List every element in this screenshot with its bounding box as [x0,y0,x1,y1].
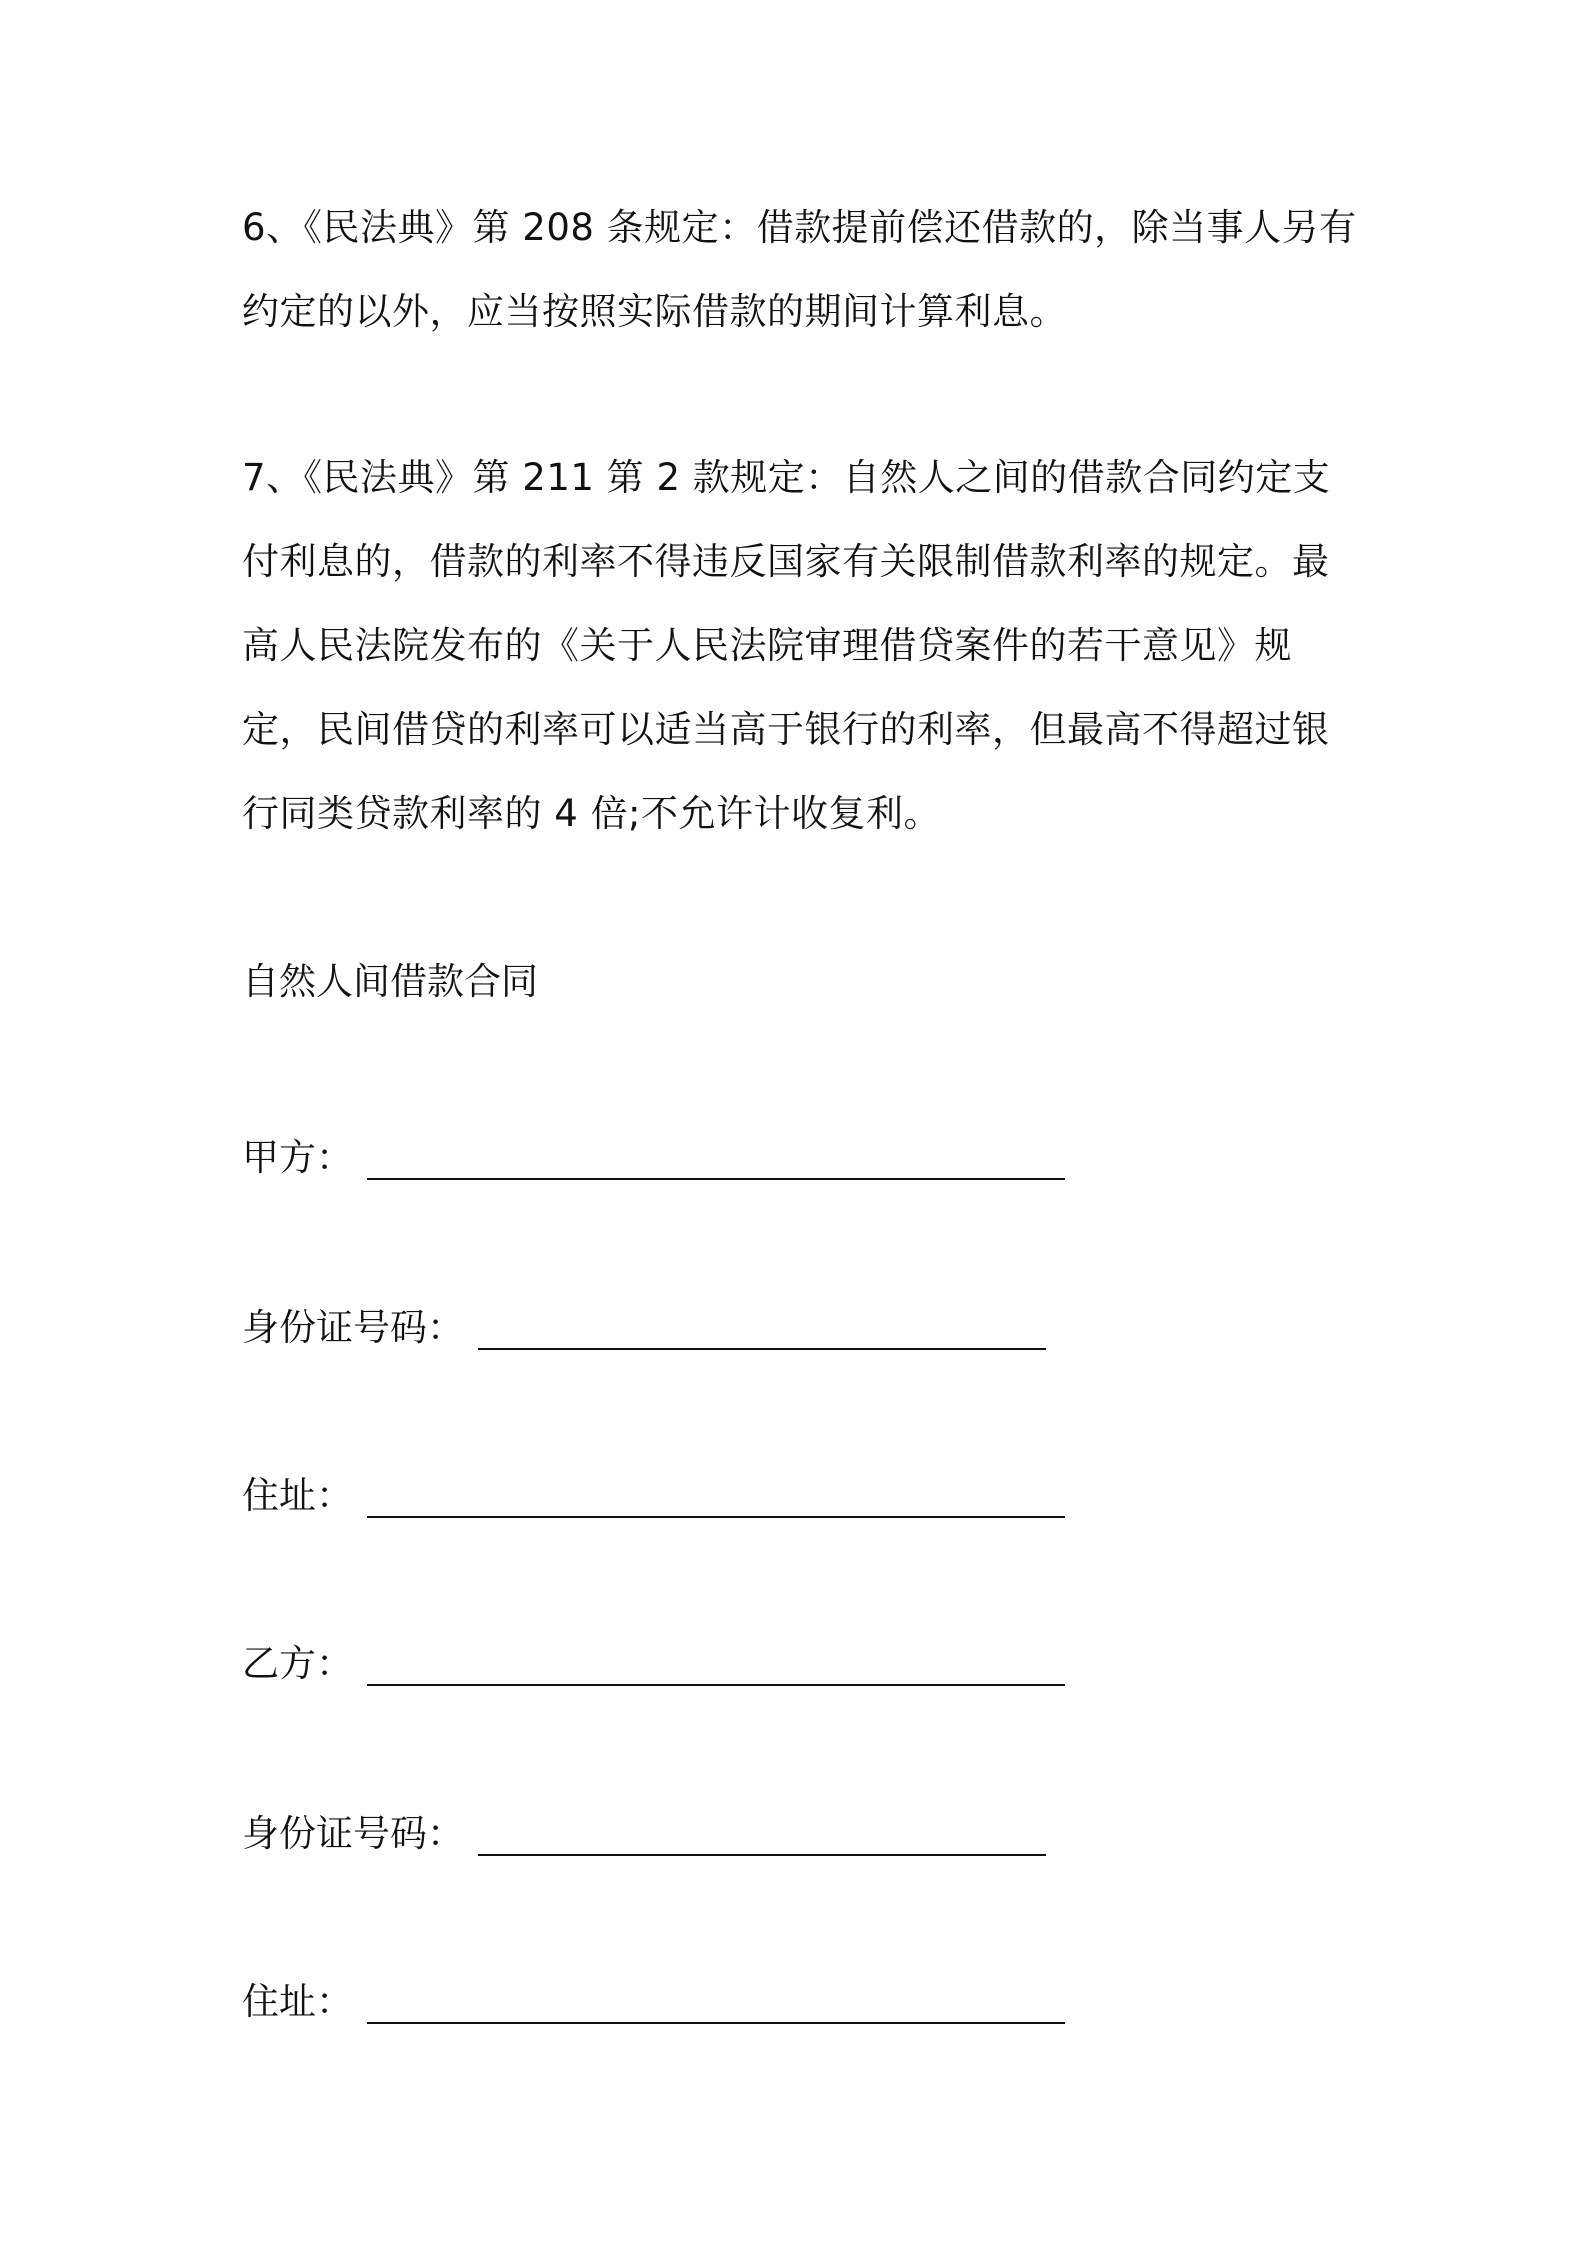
party-a-id-field [242,1298,1046,1358]
party-a-name-field [242,1128,1065,1188]
party-b-address-field [242,1972,1065,2032]
party-b-id-blank-line [478,1854,1046,1856]
party-b-address-label: 住址： [242,1980,353,2023]
party-b-name-field [242,1634,1065,1694]
party-a-id-blank-line [478,1348,1046,1350]
party-b-id-label: 身份证号码： [242,1812,464,1855]
party-a-name-blank-line [367,1178,1065,1180]
party-a-name-label: 甲方： [242,1136,353,1179]
party-a-address-label: 住址： [242,1474,353,1517]
party-b-name-blank-line [367,1684,1065,1686]
party-b-id-field [242,1804,1046,1864]
party-a-address-field [242,1466,1065,1526]
party-a-address-blank-line [367,1516,1065,1518]
party-a-id-label: 身份证号码： [242,1306,464,1349]
party-b-address-blank-line [367,2022,1065,2024]
clause-6-paragraph: 6、《民法典》第 208 条规定：借款提前偿还借款的，除当事人另有约定的以外，应当按照实际借款的期间计算利息。 [242,206,1357,333]
clause-7-paragraph: 7、《民法典》第 211 第 2 款规定：自然人之间的借款合同约定支付利息的，借款的利率不得违反国家有关限制借款利率的规定。最高人民法院发布的《关于人民法院审理借贷案件的若干意见》规定，民间借贷的利率可以适当高于银行的利率，但最高不得超过银行同类贷款利率的 4 倍;不允许计收复利。 [242,456,1331,835]
contract-title: 自然人间借款合同 [242,960,538,1003]
party-b-name-label: 乙方： [242,1642,353,1685]
